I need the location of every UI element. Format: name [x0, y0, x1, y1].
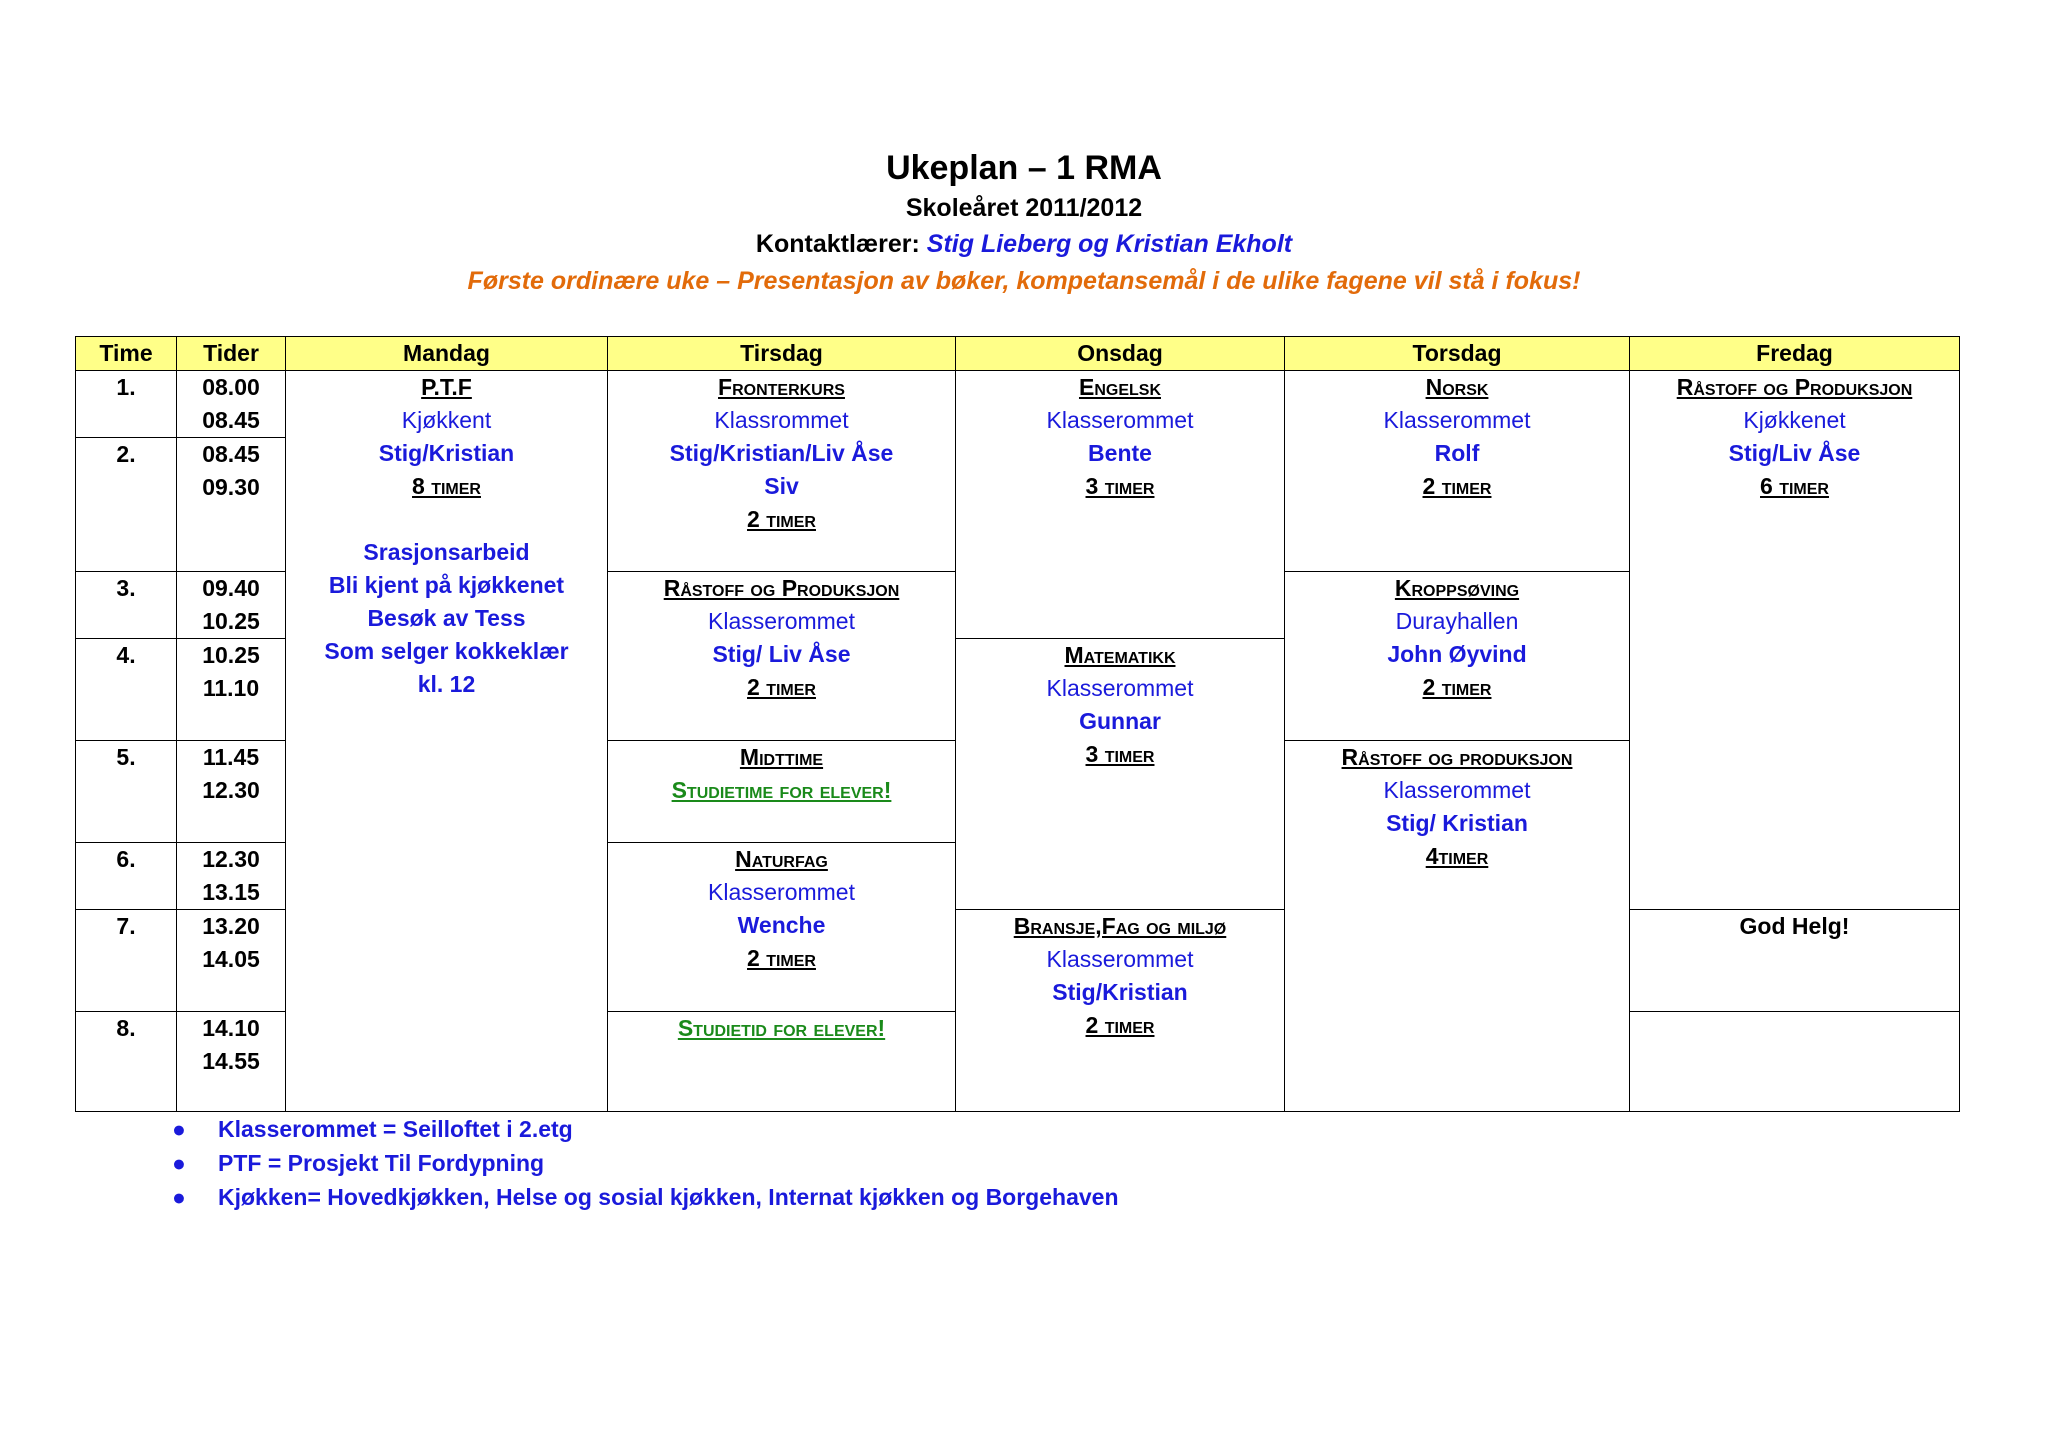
- bullet-icon: ●: [172, 1184, 186, 1210]
- room-label: Kjøkkent: [401, 407, 492, 433]
- room-label: Klasserommet: [708, 608, 855, 634]
- fredag-block-1: [1630, 371, 1960, 910]
- hours-label: 2 timer: [1422, 674, 1492, 700]
- contact-label: Kontaktlærer:: [755, 230, 920, 258]
- room-label: Klasserommet: [1383, 777, 1531, 803]
- list-item: ● Klasserommet = Seilloftet i 2.etg: [168, 1112, 1119, 1146]
- subject-label: Norsk: [1425, 374, 1489, 400]
- mandag-note: Srasjonsarbeid: [363, 539, 530, 565]
- header-tider: Tider: [177, 337, 286, 371]
- subject-label: Midttime: [739, 744, 824, 770]
- period-number: 1.: [76, 371, 177, 438]
- hours-label: 2 timer: [747, 945, 816, 971]
- torsdag-block-2: [1285, 572, 1630, 741]
- fredag-block-3: [1630, 1012, 1960, 1112]
- subject-label: Råstoff og Produksjon: [663, 575, 900, 601]
- header-tirsdag: Tirsdag: [608, 337, 956, 371]
- torsdag-block-3: [1285, 741, 1630, 1112]
- mandag-cell: [286, 371, 608, 1112]
- week-tagline: Første ordinære uke – Presentasjon av bøker, kompetansemål i de ulike fagene vil stå i fokus!: [467, 267, 1581, 295]
- subject-label: Råstoff og Produksjon: [1676, 374, 1913, 400]
- onsdag-block-2: [956, 639, 1285, 910]
- teacher-label: Stig/Kristian/Liv Åse: [669, 440, 894, 466]
- teacher-label: Stig/ Liv Åse: [712, 641, 851, 667]
- teacher-label: Wenche: [737, 912, 826, 938]
- mandag-note: kl. 12: [417, 671, 476, 697]
- header-row: [76, 337, 1960, 371]
- onsdag-block-3: [956, 910, 1285, 1112]
- period-number: 3.: [76, 572, 177, 639]
- header-torsdag: Torsdag: [1285, 337, 1630, 371]
- document-header: [0, 146, 2048, 300]
- page-title: Ukeplan – 1 RMA: [886, 149, 1162, 187]
- period-number: 8.: [76, 1012, 177, 1112]
- teacher-label: Stig/Kristian: [1052, 979, 1188, 1005]
- hours-label: 8 timer: [412, 473, 481, 499]
- period-number: 7.: [76, 910, 177, 1012]
- room-label: Klasserommet: [1046, 946, 1194, 972]
- table-row: [76, 371, 1960, 438]
- footnotes-list: [168, 1112, 1119, 1214]
- mandag-note: Besøk av Tess: [367, 605, 526, 631]
- contact-line: [0, 226, 2048, 262]
- subject-label: Råstoff og produksjon: [1341, 744, 1573, 770]
- period-time: 09.40 10.25: [177, 572, 286, 639]
- hours-label: 2 timer: [1085, 1012, 1155, 1038]
- hours-label: 6 timer: [1760, 473, 1829, 499]
- teacher-label: Stig/ Kristian: [1386, 810, 1528, 836]
- teacher-label: Bente: [1088, 440, 1152, 466]
- hours-label: 4timer: [1425, 843, 1489, 869]
- teacher-label: Stig/Liv Åse: [1728, 440, 1861, 466]
- period-time: 08.00 08.45: [177, 371, 286, 438]
- mandag-note: Bli kjent på kjøkkenet: [328, 572, 565, 598]
- study-note: Studietid for elever!: [677, 1015, 886, 1041]
- onsdag-block-1: [956, 371, 1285, 639]
- room-label: Durayhallen: [1395, 608, 1519, 634]
- fredag-block-2: [1630, 910, 1960, 1012]
- teacher-label: Siv: [764, 473, 799, 499]
- period-number: 2.: [76, 438, 177, 572]
- hours-label: 3 timer: [1085, 473, 1155, 499]
- hours-label: 2 timer: [1422, 473, 1492, 499]
- list-item: ● Kjøkken= Hovedkjøkken, Helse og sosial kjøkken, Internat kjøkken og Borgehaven: [168, 1180, 1119, 1214]
- bullet-icon: ●: [172, 1116, 186, 1142]
- room-label: Klassrommet: [714, 407, 849, 433]
- period-number: 4.: [76, 639, 177, 741]
- subject-label: Kroppsøving: [1394, 575, 1520, 601]
- period-time: 11.45 12.30: [177, 741, 286, 843]
- hours-label: 2 timer: [747, 674, 816, 700]
- header-time: Time: [76, 337, 177, 371]
- hours-label: 3 timer: [1085, 741, 1155, 767]
- header-mandag: Mandag: [286, 337, 608, 371]
- tirsdag-block-5: [608, 1012, 956, 1112]
- study-note: Studietime for elever!: [671, 777, 892, 803]
- tirsdag-block-1: [608, 371, 956, 572]
- contact-names: Stig Lieberg og Kristian Ekholt: [926, 230, 1293, 258]
- subject-label: Fronterkurs: [718, 374, 845, 400]
- subject-label: Naturfag: [735, 846, 828, 872]
- teacher-label: John Øyvind: [1387, 641, 1527, 667]
- list-item: ● PTF = Prosjekt Til Fordypning: [168, 1146, 1119, 1180]
- tirsdag-block-2: [608, 572, 956, 741]
- subject-label: Matematikk: [1064, 642, 1176, 668]
- teacher-label: Gunnar: [1079, 708, 1161, 734]
- room-label: Klasserommet: [708, 879, 855, 905]
- room-label: Klasserommet: [1046, 675, 1194, 701]
- tirsdag-block-3: [608, 741, 956, 843]
- room-label: Klasserommet: [1046, 407, 1194, 433]
- teacher-label: Rolf: [1434, 440, 1480, 466]
- hours-label: 2 timer: [747, 506, 816, 532]
- subject-label: Bransje,Fag og miljø: [1013, 913, 1227, 939]
- tirsdag-block-4: [608, 843, 956, 1012]
- period-time: 10.25 11.10: [177, 639, 286, 741]
- period-number: 5.: [76, 741, 177, 843]
- subject-label: Engelsk: [1078, 374, 1161, 400]
- schedule-table: [75, 336, 1960, 1112]
- torsdag-block-1: [1285, 371, 1630, 572]
- period-time: 14.10 14.55: [177, 1012, 286, 1112]
- period-time: 08.45 09.30: [177, 438, 286, 572]
- period-number: 6.: [76, 843, 177, 910]
- room-label: Klasserommet: [1383, 407, 1531, 433]
- period-time: 13.20 14.05: [177, 910, 286, 1012]
- school-year: Skoleåret 2011/2012: [905, 194, 1143, 222]
- header-fredag: Fredag: [1630, 337, 1960, 371]
- teacher-label: Stig/Kristian: [378, 440, 515, 466]
- bullet-icon: ●: [172, 1150, 186, 1176]
- mandag-note: Som selger kokkeklær: [324, 638, 569, 664]
- subject-label: P.T.F: [421, 374, 472, 400]
- room-label: Kjøkkenet: [1743, 407, 1846, 433]
- period-time: 12.30 13.15: [177, 843, 286, 910]
- weekend-greeting: God Helg!: [1739, 913, 1850, 939]
- header-onsdag: Onsdag: [956, 337, 1285, 371]
